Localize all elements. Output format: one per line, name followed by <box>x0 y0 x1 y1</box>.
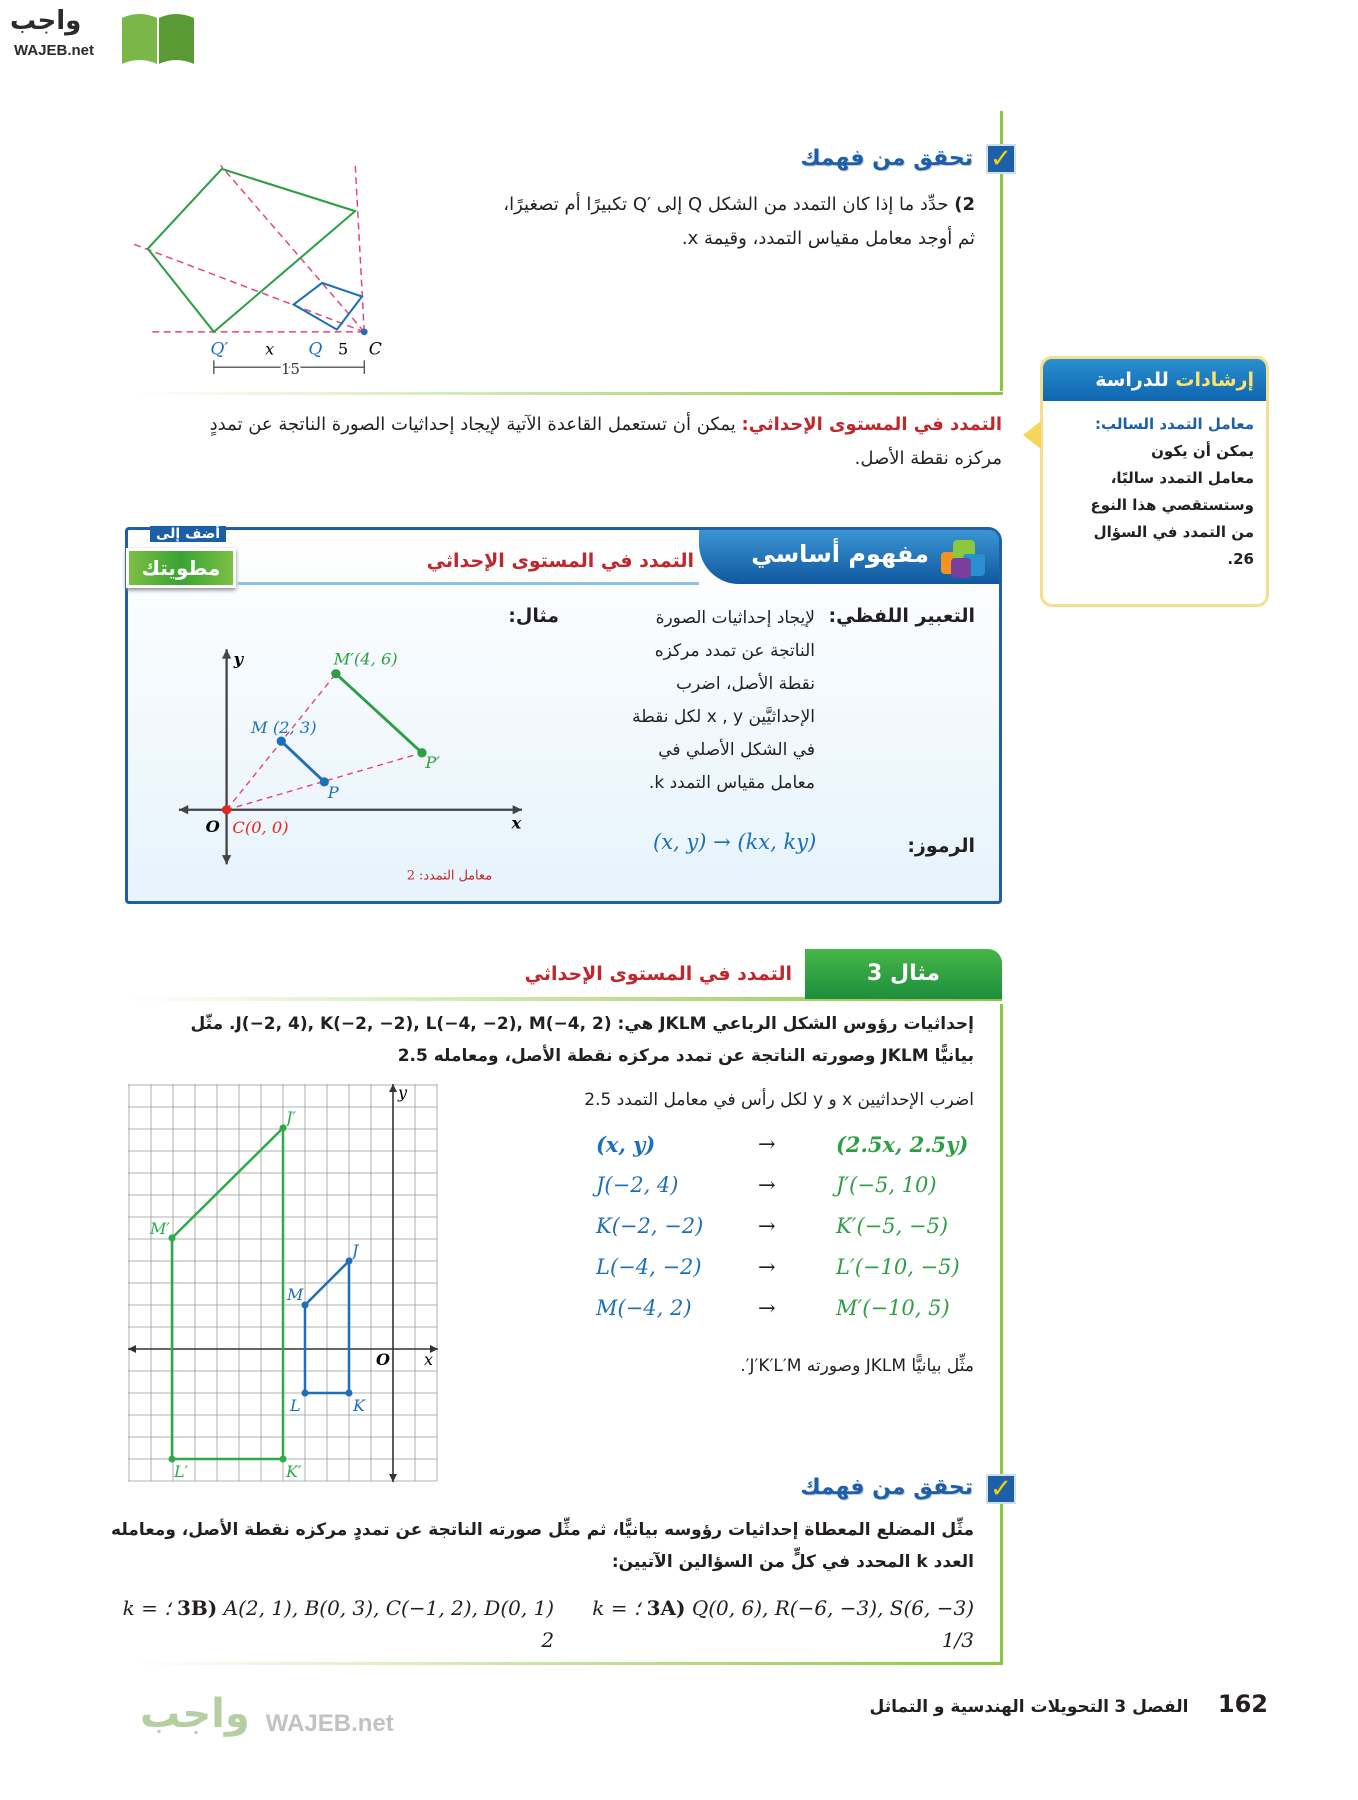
svg-text:C(0, 0): C(0, 0) <box>232 818 289 838</box>
concept-icon <box>939 538 989 582</box>
mapping-row: M(−4, 2) → M′(−10, 5) <box>596 1296 950 1320</box>
svg-text:معامل التمدد: 2: معامل التمدد: 2 <box>406 868 492 884</box>
label-5: 5 <box>338 339 349 359</box>
verbal-line: نقطة الأصل، اضرب <box>676 674 815 694</box>
study-tip-title-b: للدراسة <box>1095 369 1169 391</box>
check-header: تحقق من فهمك <box>800 146 973 171</box>
question-text: ثم أوجد معامل مقياس التمدد، وقيمة x. <box>681 228 975 249</box>
verbal-line: الإحداثيَّين x , y لكل نقطة <box>632 707 815 727</box>
wajeb-logo[interactable] <box>10 6 190 66</box>
study-tip-line: من التمدد في السؤال <box>1093 523 1254 541</box>
symbols-label: الرموز: <box>907 835 975 857</box>
label-q-prime: Q′ <box>210 339 229 360</box>
page-number: 162 <box>1217 1690 1268 1718</box>
example-tab: مثال 3 <box>805 949 1002 999</box>
section-rule <box>1000 1004 1003 1664</box>
study-tip-box <box>1040 356 1269 607</box>
watermark: واجب WAJEB.net <box>140 1691 394 1737</box>
concept-graph <box>148 640 568 890</box>
svg-text:J: J <box>352 1241 359 1260</box>
example-graph <box>128 1084 438 1482</box>
problem-3b: 3B) A(2, 1), B(0, 3), C(−1, 2), D(0, 1) ؛ k = 2 <box>122 1596 555 1652</box>
verbal-line: الناتجة عن تمدد مركزه <box>654 641 815 661</box>
study-tip-line: يمكن أن يكون <box>1151 442 1254 460</box>
svg-text:K: K <box>353 1396 365 1415</box>
concept-subtitle: التمدد في المستوى الإحداثي <box>426 550 694 572</box>
svg-text:L′: L′ <box>174 1462 189 1481</box>
logo-arabic: واجب <box>10 6 82 36</box>
verbal-line: لإيجاد إحداثيات الصورة <box>655 608 815 628</box>
svg-text:y: y <box>398 1084 408 1102</box>
verbal-label: التعبير اللفظي: <box>828 605 975 627</box>
label-c: C <box>368 339 382 360</box>
example-3-header <box>125 949 1002 1004</box>
svg-text:O: O <box>205 816 220 836</box>
checkmark-icon: ✓ <box>986 144 1016 174</box>
check2-instructions: مثِّل المضلع المعطاة إحداثيات رؤوسه بيانيًّا، ثم مثِّل صورته الناتجة عن تمددٍ مركزه نقطة الأصل، ومعامله العدد k المحدد في كلٍّ من السؤالين الآتيين: 3A) Q(0, 6), R(−6, −3), S(6, −3) ؛ k = 1/3 3B) A(2, 1), B(0, 3), C(−1, 2), D(0, 1) ؛ k = 2 <box>104 1514 974 1656</box>
study-tip-term: معامل التمدد السالب: <box>1094 415 1254 433</box>
mapping-row: (x, y) → (2.5x, 2.5y) <box>596 1132 969 1157</box>
svg-text:K′: K′ <box>286 1462 302 1481</box>
svg-text:P′: P′ <box>425 752 441 772</box>
checkmark-icon: ✓ <box>986 1474 1016 1504</box>
logo-latin: WAJEB.net <box>14 42 95 59</box>
label-15: 15 <box>281 361 300 379</box>
concept-title: مفهوم أساسي <box>751 540 929 568</box>
svg-text:O: O <box>376 1350 390 1369</box>
example-subtitle: التمدد في المستوى الإحداثي <box>524 963 792 985</box>
question-text: حدِّد ما إذا كان التمدد من الشكل Q إلى ′Q تكبيرًا أم تصغيرًا، <box>503 194 949 215</box>
book-icon <box>120 10 196 66</box>
label-q: Q <box>308 339 323 360</box>
chapter-title: التحويلات الهندسية و التماثل <box>869 1697 1109 1717</box>
symbols-formula: (x, y) → (kx, ky) <box>653 830 817 854</box>
mapping-row: J(−2, 4) → J′(−5, 10) <box>596 1173 937 1197</box>
mapping-table <box>596 1132 976 1337</box>
study-tip-line: 26. <box>1227 550 1254 568</box>
intro-paragraph: التمدد في المستوى الإحداثي: يمكن أن تستعمل القاعدة الآتية لإيجاد إحداثيات الصورة الناتجة عن تمددٍ مركزه نقطة الأصل. <box>209 414 1002 469</box>
verbal-line: في الشكل الأصلي في <box>658 740 815 760</box>
mapping-row: K(−2, −2) → K′(−5, −5) <box>596 1214 949 1238</box>
label-x: x <box>265 339 275 359</box>
problem-3a: 3A) Q(0, 6), R(−6, −3), S(6, −3) ؛ k = 1/3 <box>592 1596 974 1652</box>
svg-text:L: L <box>290 1396 301 1415</box>
example-text: إحداثيات رؤوس الشكل الرباعي JKLM هي: J(−2, 4), K(−2, −2), L(−4, −2), M(−4, 2). مثّل بيانيًّا JKLM وصورته الناتجة عن تمدد مركزه نقطة الأصل، ومعامله 2.5 <box>190 1014 974 1066</box>
study-tip-line: معامل التمدد سالبًا، <box>1110 469 1254 487</box>
study-tip-line: وستستقصي هذا النوع <box>1090 496 1254 514</box>
svg-text:M′(4, 6): M′(4, 6) <box>333 649 398 669</box>
chapter-label: الفصل 3 <box>1114 1697 1189 1717</box>
foldable-tag: أضف إلى مطويتك <box>122 524 240 596</box>
svg-text:x: x <box>511 813 522 833</box>
question-number: 2) <box>954 194 975 215</box>
section-rule <box>131 392 1003 395</box>
svg-text:x: x <box>424 1350 434 1369</box>
svg-text:M′: M′ <box>150 1219 171 1238</box>
dilation-diagram <box>125 155 395 380</box>
study-tip-title: إرشادات للدراسة <box>1043 359 1266 401</box>
example-conclusion: مثِّل بيانيًّا JKLM وصورته J′K′L′M′. <box>740 1356 974 1376</box>
svg-text:P: P <box>327 783 339 803</box>
question-2 <box>415 188 975 256</box>
svg-text:M (2, 3): M (2, 3) <box>251 718 317 738</box>
svg-text:y: y <box>233 649 244 669</box>
section-rule <box>131 1662 1003 1665</box>
pointer-arrow-icon <box>1023 421 1041 449</box>
example-label: مثال: <box>508 605 559 627</box>
example-step: اضرب الإحداثيين x و y لكل رأس في معامل التمدد 2.5 <box>584 1090 974 1110</box>
page-footer <box>870 1690 1268 1718</box>
svg-text:J′: J′ <box>286 1108 297 1127</box>
key-concept-box <box>125 527 1002 904</box>
verbal-line: معامل مقياس التمدد k. <box>648 773 815 793</box>
check-header: تحقق من فهمك <box>800 1475 973 1500</box>
svg-text:M: M <box>287 1285 304 1304</box>
intro-term: التمدد في المستوى الإحداثي: <box>741 414 1002 435</box>
mapping-row: L(−4, −2) → L′(−10, −5) <box>596 1255 960 1279</box>
